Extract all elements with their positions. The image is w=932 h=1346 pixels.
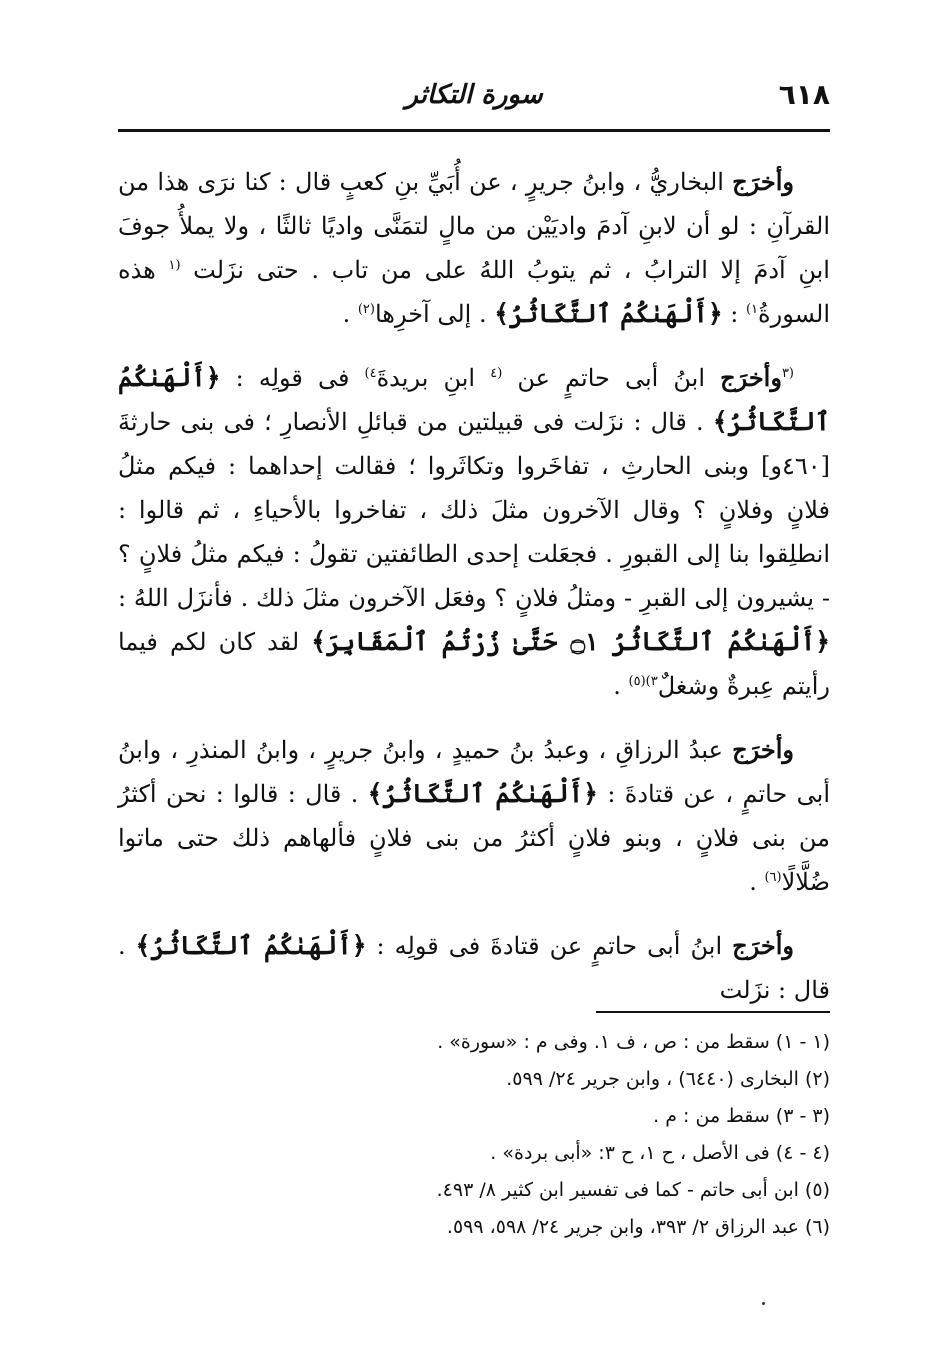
footnote-marker: (٢) — [357, 302, 375, 317]
footnote-divider — [596, 1011, 830, 1013]
surah-title: سورة التكاثر — [405, 80, 543, 110]
paragraph-lead-word: وأخرَج — [732, 931, 794, 960]
paragraph-lead-word: وأخرَج — [732, 167, 794, 196]
footnote-item: (٢) البخارى (٦٤٤٠) ، وابن جرير ٢٤/ ٥٩٩. — [506, 1068, 830, 1090]
footnote-marker: ٣)(٥) — [628, 674, 658, 689]
footnote-marker: ١) — [745, 302, 759, 317]
paragraph-text: هذه السورةُ — [118, 256, 830, 328]
paragraph-text: . إلى آخرِها — [374, 300, 495, 328]
paragraph-text: . قال : قالوا : نحن أكثرُ من بنى فلانٍ ، وبنو فلانٍ أكثرُ من بنى فلانٍ فألهاهم ذلك حتى ماتوا ضُلَّالًا — [118, 780, 830, 896]
paragraph-4 — [118, 924, 830, 1012]
quran-verse: ﴿أَلْهَىٰكُمُ ٱلتَّكَاثُرُ﴾ — [367, 779, 598, 808]
quran-verse: ﴿أَلْهَىٰكُمُ ٱلتَّكَاثُرُ﴾ — [135, 931, 367, 960]
paragraph-text: . — [613, 672, 629, 700]
footnote-marker: (٤ — [490, 366, 503, 381]
footnote-item: (٦) عبد الرزاق ٢/ ٣٩٣، وابن جرير ٢٤/ ٥٩٨، ٥٩٩. — [446, 1216, 830, 1238]
paragraph-text: . — [342, 300, 358, 328]
quran-verse: ﴿أَلْهَىٰكُمُ ٱلتَّكَاثُرُ﴾ — [118, 363, 830, 436]
footnote-marker: (٦) — [764, 870, 782, 885]
quran-verse: ﴿أَلْهَىٰكُمُ ٱلتَّكَاثُرُ﴾ — [494, 299, 723, 328]
footnote-item: (٤ - ٤) فى الأصل ، ح ١، ح ٣: «أبى بردة» . — [490, 1142, 830, 1164]
paragraph-lead-word: وأخرَج — [720, 363, 782, 392]
paragraph-text: عبدُ الرزاقِ ، وعبدُ بنُ حميدٍ ، وابنُ جريرٍ ، وابنُ المنذرِ ، وابنُ أبى حاتمٍ ، عن قتادةَ : — [118, 736, 831, 808]
paragraph-2 — [118, 356, 830, 708]
quran-verse: ﴿أَلْهَىٰكُمُ ٱلتَّكَاثُرُ ۝١ حَتَّىٰ زُرْتُمُ ٱلْمَقَابِرَ﴾ — [311, 627, 830, 656]
footnote-marker: (٣ — [781, 366, 794, 381]
scan-speck — [762, 1302, 765, 1305]
paragraph-text: فى قولِه : — [220, 364, 365, 392]
paragraph-text: . قال : نزَلت فى قبيلتين من قبائلِ الأنصارِ ؛ فى بنى حارثةَ [٤٦٠و] وبنى الحارثِ ، تفاخَروا وتكاثَروا ؛ فقالت إحداهما : فيكم مثلُ فلانٍ وفلانٍ ؟ وقال الآخرون مثلَ ذلك ، تفاخروا بالأحياءِ ، ثم قالوا : انطلِقوا بنا إلى القبورِ . فجعَلت إحدى الطائفتين تقولُ : فيكم مثلُ فلانٍ ؟ - يشيرون إلى القبرِ - ومثلُ فلانٍ ؟ وفعَل الآخرون مثلَ ذلك . فأنزَل اللهُ : — [118, 408, 830, 612]
paragraph-text: . — [749, 868, 765, 896]
paragraph-1 — [118, 160, 830, 336]
footnote-marker: (١ — [168, 258, 181, 273]
footnote-item: (١ - ١) سقط من : ص ، ف ١. وفى م : «سورة» . — [437, 1031, 830, 1053]
running-header — [118, 78, 830, 126]
paragraph-text: . قال : نزَلت — [118, 932, 830, 1004]
footnote-item: (٣ - ٣) سقط من : م . — [653, 1105, 830, 1127]
footnote-item: (٥) ابن أبى حاتم - كما فى تفسير ابن كثير ٨/ ٤٩٣. — [436, 1179, 830, 1201]
paragraph-text: البخاريُّ ، وابنُ جريرٍ ، عن أُبَيِّ بنِ كعبٍ قال : كنا نرَى هذا من القرآنِ : لو أن لابنِ آدمَ واديَيْن من مالٍ لتمَنَّى واديًا ثالثًا ، ولا يملأُ جوفَ ابنِ آدمَ إلا الترابُ ، ثم يتوبُ اللهُ على من تاب . حتى نزَلت — [118, 168, 830, 284]
paragraph-text: ابنُ أبى حاتمٍ عن قتادةَ فى قولِه : — [366, 932, 733, 960]
paragraph-lead-word: وأخرَج — [732, 735, 794, 764]
paragraph-text: ابنِ بريدةَ — [376, 364, 491, 392]
paragraph-text: لقد كان لكم فيما رأيتم عِبرةٌ وشغلٌ — [118, 628, 830, 700]
page-number: ٦١٨ — [778, 78, 830, 111]
paragraph-text: ابنُ أبى حاتمٍ عن — [502, 364, 721, 392]
footnote-marker: ٤) — [364, 366, 377, 381]
main-text — [118, 160, 830, 1032]
paragraph-3 — [118, 728, 830, 904]
header-divider — [118, 129, 830, 132]
paragraph-text: : — [722, 300, 746, 328]
footnotes — [118, 1024, 830, 1246]
